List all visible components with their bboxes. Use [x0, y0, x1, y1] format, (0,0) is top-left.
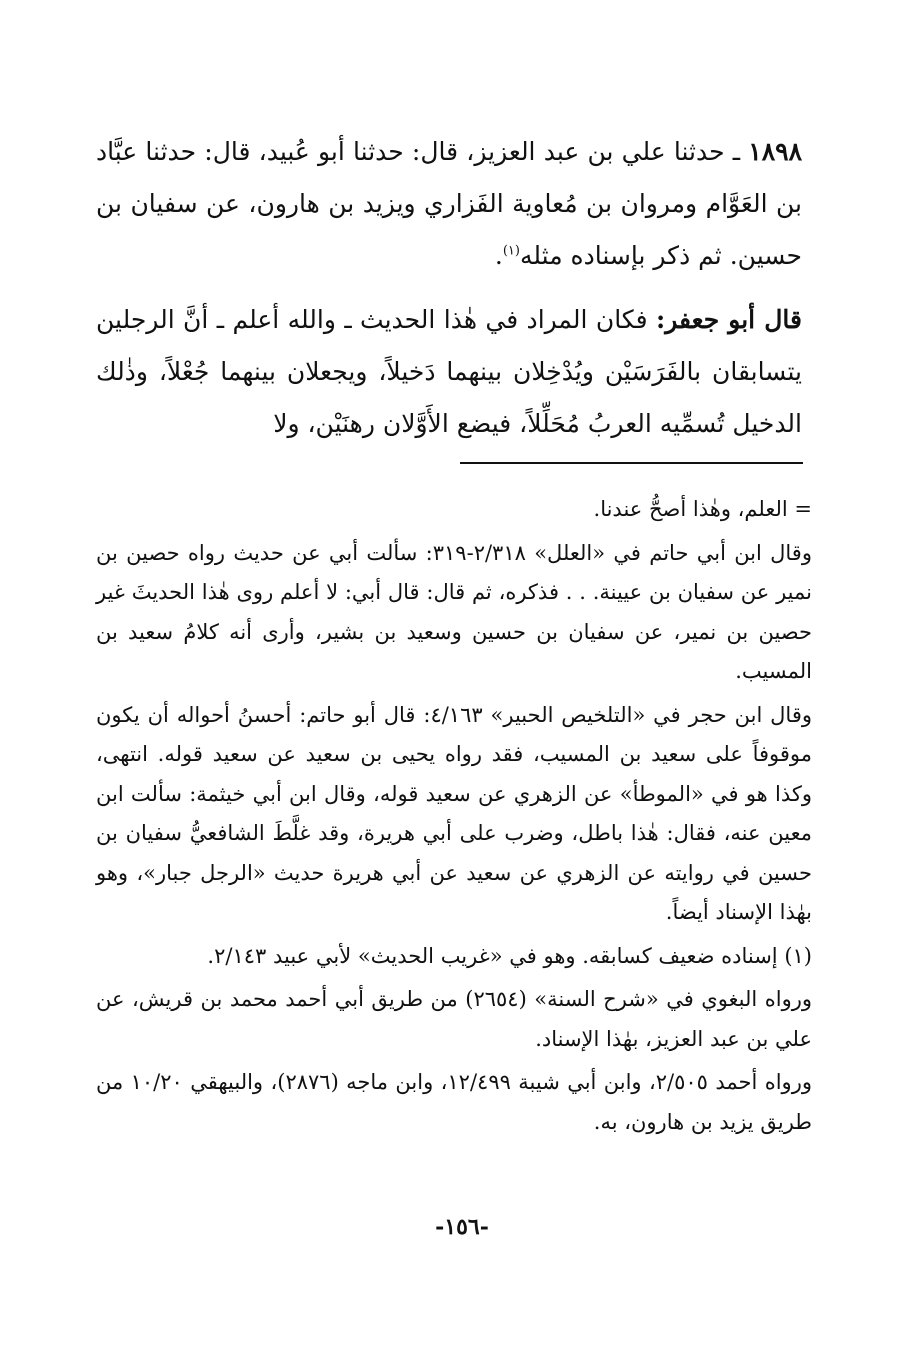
commentary-speaker: قال أبو جعفر: [655, 305, 802, 334]
note-ibn-hajar: وقال ابن حجر في «التلخيص الحبير» ٤/١٦٣: قال أبو حاتم: أحسنُ أحواله أن يكون موقوفاً على سعيد بن المسيب، فقد رواه يحيى بن سعيد عن سعيد قوله. انتهى، وكذا هو في «الموطأ» عن الزهري عن سعيد قوله، وقال ابن أبي خيثمة: سألت ابن معين عنه، فقال: هٰذا باطل، وضرب على أبي هريرة، وقد غلَّطَ الشافعيُّ سفيان بن حسين في روايته عن الزهري عن سعيد عن أبي هريرة حديث «الرجل جبار»، وهو بهٰذا الإسناد أيضاً. [96, 702, 813, 924]
hadith-text: ـ حدثنا علي بن عبد العزيز، قال: حدثنا أبو عُبيد، قال: حدثنا عبَّاد بن العَوَّام ومروان بن مُعاوية الفَزاري ويزيد بن هارون، عن سفيان بن حسين. ثم ذكر بإسناده مثله [96, 137, 802, 270]
commentary-paragraph [96, 294, 802, 450]
footnote-marker: (١) [502, 243, 520, 259]
note-ibn-abi-hatim: وقال ابن أبي حاتم في «العلل» ٢/٣١٨-٣١٩: سألت أبي عن حديث رواه حصين بن نمير عن سفيان بن عيينة. . . فذكره، ثم قال: قال أبي: لا أعلم روى هٰذا الحديثَ غير حصين بن نمير، عن سفيان بن حسين وسعيد بن بشير، وأرى أنه كلامُ سعيد بن المسيب. [96, 540, 812, 683]
hadith-number: ١٨٩٨ [748, 137, 802, 166]
note-ahmad: ورواه أحمد ٢/٥٠٥، وابن أبي شيبة ١٢/٤٩٩، وابن ماجه (٢٨٧٦)، والبيهقي ١٠/٢٠ من طريق يزيد بن هارون، به. [96, 1070, 812, 1134]
footnote-divider [460, 462, 803, 464]
hadith-paragraph: ١٨٩٨ ـ حدثنا علي بن عبد العزيز، قال: حدثنا أبو عُبيد، قال: حدثنا عبَّاد بن العَوَّام ومروان بن مُعاوية الفَزاري ويزيد بن هارون، عن سفيان بن حسين. ثم ذكر بإسناده مثله$^{(١)}$. [96, 137, 802, 270]
footnotes [96, 490, 812, 1142]
note-continuation: = العلم، وهٰذا أصحُّ عندنا. [593, 497, 812, 521]
page-number: -١٥٦- [435, 1214, 489, 1240]
note-baghawi: ورواه البغوي في «شرح السنة» (٢٦٥٤) من طريق أبي أحمد محمد بن قريش، عن علي بن عبد العزيز، بهٰذا الإسناد. [96, 987, 812, 1051]
main-text [96, 126, 802, 450]
footnote-1: (١) إسناده ضعيف كسابقه. وهو في «غريب الحديث» لأبي عبيد ٢/١٤٣. [207, 943, 812, 968]
commentary-text: فكان المراد في هٰذا الحديث ـ والله أعلم ـ أنَّ الرجلين يتسابقان بالفَرَسَيْن ويُدْخِلان بينهما دَخيلاً، ويجعلان بينهما جُعْلاً، وذٰلك الدخيل تُسمِّيه العربُ مُحَلِّلاً، فيضع الأَوَّلان رهنَيْن، ولا [96, 305, 802, 438]
